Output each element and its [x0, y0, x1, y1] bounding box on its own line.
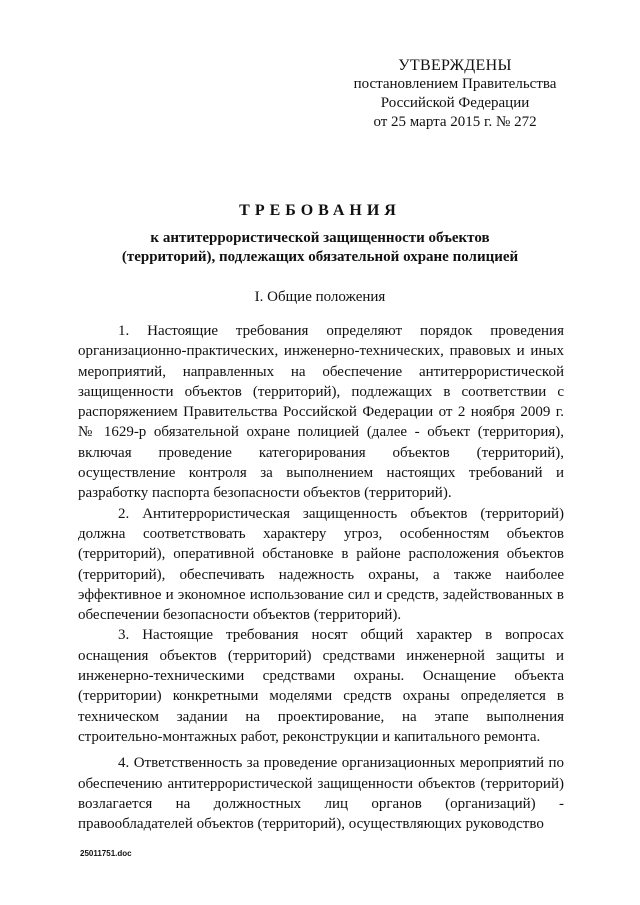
approval-block	[330, 56, 580, 132]
section-heading: I. Общие положения	[254, 289, 386, 305]
subtitle-line: (территорий), подлежащих обязательной охране полицией	[121, 249, 519, 265]
approval-line: от 25 марта 2015 г. № 272	[373, 114, 537, 130]
approval-line: постановлением Правительства	[353, 76, 557, 92]
document-title: ТРЕБОВАНИЯ	[239, 202, 401, 219]
paragraph-4: 4. Ответственность за проведение организационных мероприятий по обеспечению антитеррористической защищенности объектов (территорий) возлагается на должностных лиц органов (организаций) - правообладателей объектов (территорий), осуществляющих руководство	[78, 755, 564, 833]
paragraph-3: 3. Настоящие требования носят общий характер в вопросах оснащения объектов (территорий) средствами инженерной защиты и инженерно-техническими средствами охраны. Оснащение объекта (территории) конкретными моделями средств охраны определяется в техническом задании на проектирование, на этапе выполнения строительно-монтажных работ, реконструкции и капитального ремонта.	[78, 627, 564, 745]
approval-heading: УТВЕРЖДЕНЫ	[398, 57, 512, 74]
subtitle-line: к антитеррористической защищенности объектов	[150, 230, 490, 246]
footer-filename: 25011751.doc	[80, 849, 132, 858]
paragraph-2: 2. Антитеррористическая защищенность объектов (территорий) должна соответствовать характеру угроз, особенностям объектов (территорий), оперативной обстановке в районе расположения объектов (территорий), обеспечивать надежность охраны, а также наиболее эффективное и экономное использование сил и средств, задействованных в обеспечении безопасности объектов (территорий).	[78, 505, 564, 624]
document-body	[78, 321, 564, 834]
approval-line: Российской Федерации	[380, 95, 530, 111]
paragraph-1: 1. Настоящие требования определяют порядок проведения организационно-практических, инженерно-технических, правовых и иных мероприятий, направленных на обеспечение антитеррористической защищенности объектов (территорий), подлежащих в соответствии с распоряжением Правительства Российской Федерации от 2 ноября 2009 г. № 1629-р обязательной охране полицией (далее - объект (территория), включая проведение категорирования объектов (территорий), осуществление контроля за выполнением настоящих требований и разработку паспорта безопасности объектов (территорий).	[78, 323, 564, 502]
document-subtitle	[80, 229, 560, 267]
